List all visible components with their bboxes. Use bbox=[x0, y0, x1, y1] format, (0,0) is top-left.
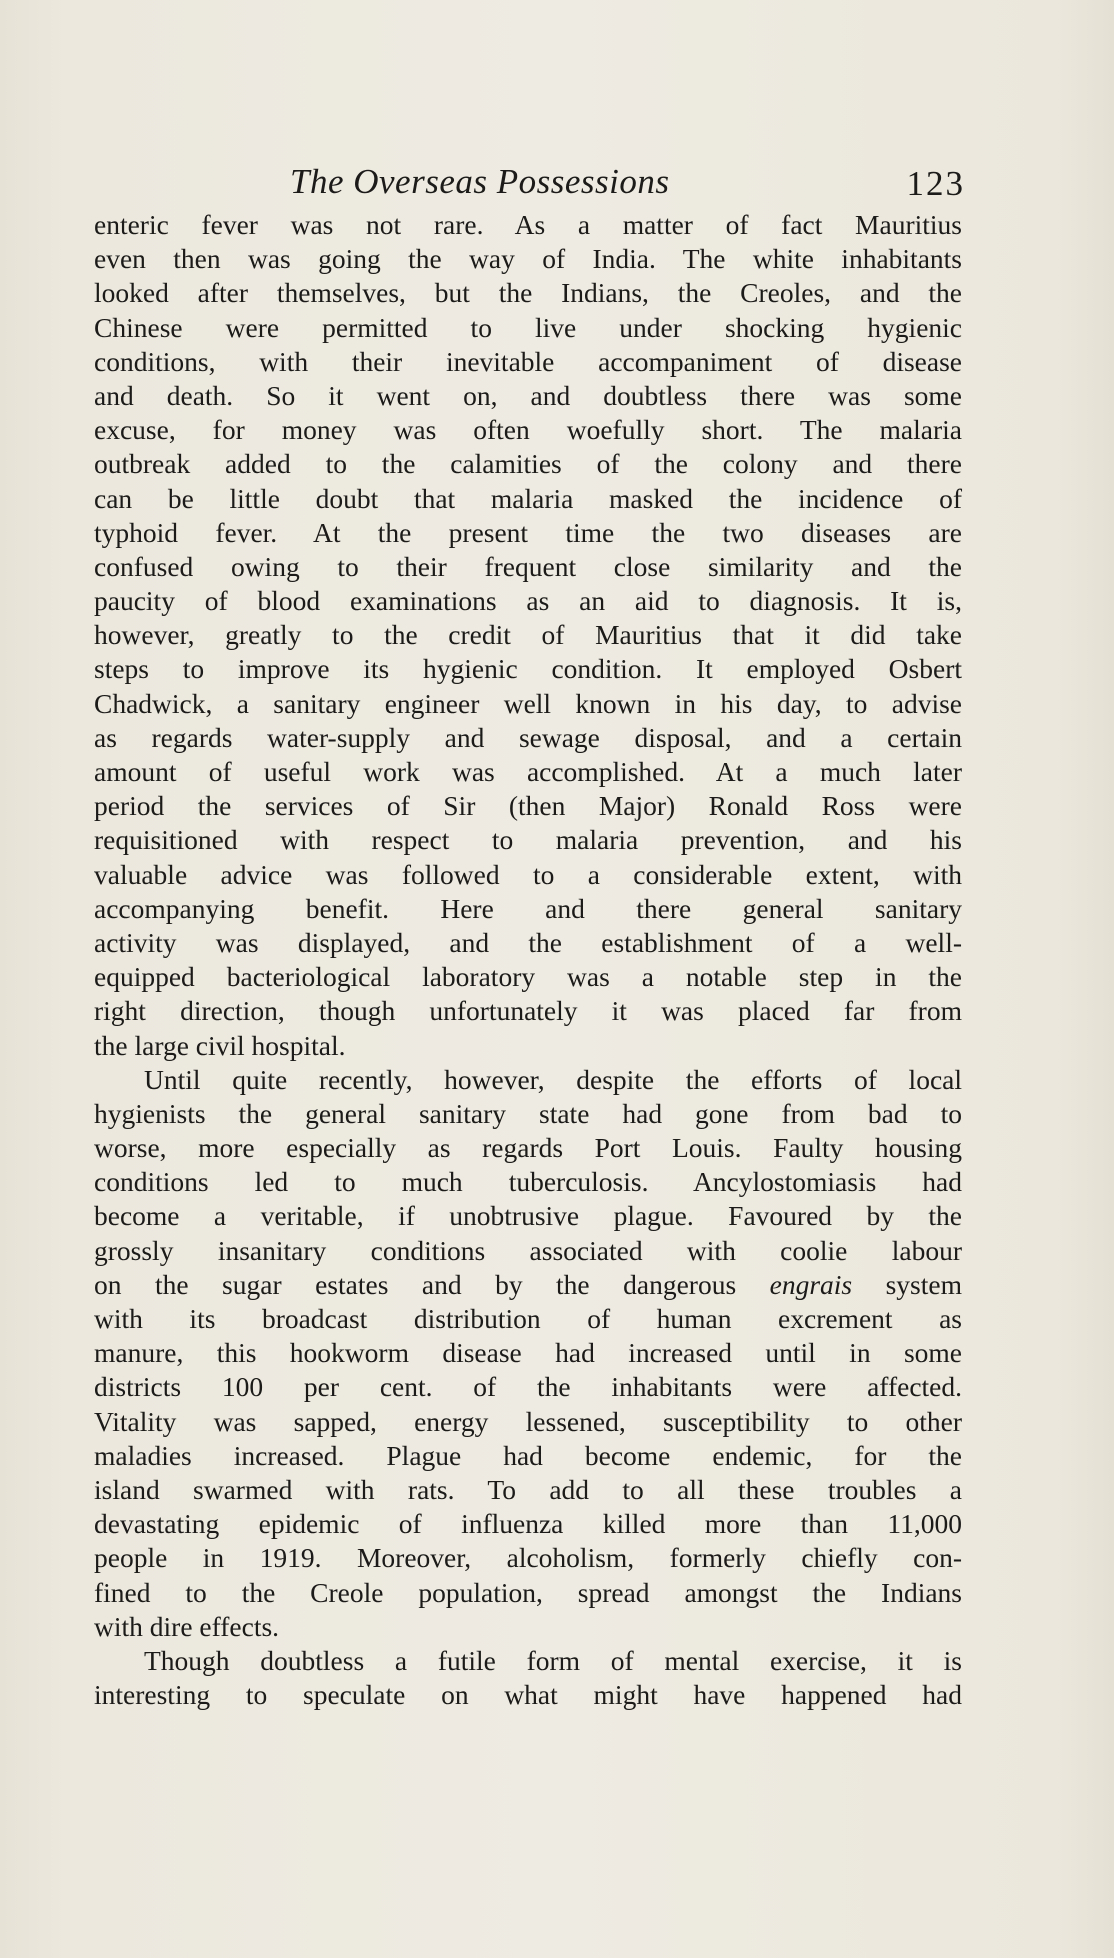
page-number: 123 bbox=[906, 164, 965, 203]
text-line: accompanying benefit. Here and there general sanitary bbox=[94, 892, 962, 924]
text-line: however, greatly to the credit of Mauritius that it did take bbox=[94, 619, 962, 651]
text-line: worse, more especially as regards Port Louis. Faulty housing bbox=[94, 1132, 962, 1164]
text-line: interesting to speculate on what might have happened had bbox=[94, 1679, 962, 1711]
text-line: the large civil hospital. bbox=[94, 1029, 346, 1061]
text-line: typhoid fever. At the present time the two diseases are bbox=[94, 516, 962, 548]
text-segment: system bbox=[852, 1268, 962, 1300]
text-line: with dire effects. bbox=[94, 1610, 280, 1642]
text-line: fined to the Creole population, spread amongst the Indians bbox=[94, 1576, 962, 1608]
text-line: looked after themselves, but the Indians, the Creoles, and the bbox=[94, 277, 962, 309]
text-line: conditions led to much tuberculosis. Ancylostomiasis had bbox=[94, 1166, 962, 1198]
text-line: right direction, though unfortunately it was placed far from bbox=[94, 995, 962, 1027]
text-line: maladies increased. Plague had become endemic, for the bbox=[94, 1439, 962, 1471]
text-line: conditions, with their inevitable accompaniment of disease bbox=[94, 345, 962, 377]
text-line: manure, this hookworm disease had increased until in some bbox=[94, 1337, 962, 1369]
text-line: Chinese were permitted to live under shocking hygienic bbox=[94, 311, 962, 343]
text-line: districts 100 per cent. of the inhabitants were affected. bbox=[94, 1371, 962, 1403]
text-line: equipped bacteriological laboratory was a notable step in the bbox=[94, 961, 962, 993]
running-title: The Overseas Possessions bbox=[290, 162, 670, 201]
text-line: period the services of Sir (then Major) Ronald Ross were bbox=[94, 790, 962, 822]
text-line: valuable advice was followed to a considerable extent, with bbox=[94, 858, 962, 890]
text-line: even then was going the way of India. The white inhabitants bbox=[94, 243, 962, 275]
text-line: paucity of blood examinations as an aid to diagnosis. It is, bbox=[94, 585, 962, 617]
text-line: excuse, for money was often woefully short. The malaria bbox=[94, 414, 962, 446]
text-line: confused owing to their frequent close similarity and the bbox=[94, 550, 962, 582]
text-line: Chadwick, a sanitary engineer well known in his day, to advise bbox=[94, 687, 962, 719]
text-line: amount of useful work was accomplished. At a much later bbox=[94, 756, 962, 787]
text-line-with-italic bbox=[94, 1268, 962, 1302]
text-line: enteric fever was not rare. As a matter of fact Mauritius bbox=[94, 209, 962, 240]
text-line: with its broadcast distribution of human excrement as bbox=[94, 1303, 962, 1334]
text-line: people in 1919. Moreover, alcoholism, formerly chiefly con- bbox=[94, 1542, 962, 1574]
text-line: devastating epidemic of influenza killed more than 11,000 bbox=[94, 1508, 962, 1540]
body-text bbox=[94, 208, 962, 1712]
text-line: and death. So it went on, and doubtless there was some bbox=[94, 379, 962, 411]
paragraph-first-line: Until quite recently, however, despite the efforts of local bbox=[144, 1063, 962, 1095]
text-line: island swarmed with rats. To add to all these troubles a bbox=[94, 1473, 962, 1505]
text-line: steps to improve its hygienic condition. It employed Osbert bbox=[94, 653, 962, 685]
text-line: hygienists the general sanitary state had gone from bad to bbox=[94, 1097, 962, 1129]
text-line: as regards water-supply and sewage disposal, and a certain bbox=[94, 721, 962, 753]
paragraph-first-line: Though doubtless a futile form of mental exercise, it is bbox=[144, 1644, 962, 1676]
text-line: requisitioned with respect to malaria prevention, and his bbox=[94, 824, 962, 856]
text-segment: on the sugar estates and by the dangerous bbox=[94, 1268, 770, 1300]
text-line: become a veritable, if unobtrusive plague. Favoured by the bbox=[94, 1200, 962, 1232]
running-head bbox=[95, 162, 965, 210]
text-line: outbreak added to the calamities of the colony and there bbox=[94, 448, 962, 480]
italic-term: engrais bbox=[769, 1268, 853, 1300]
text-line: can be little doubt that malaria masked the incidence of bbox=[94, 482, 962, 514]
text-line: grossly insanitary conditions associated with coolie labour bbox=[94, 1234, 962, 1266]
text-line: Vitality was sapped, energy lessened, susceptibility to other bbox=[94, 1405, 962, 1437]
text-line: activity was displayed, and the establishment of a well- bbox=[94, 926, 962, 958]
